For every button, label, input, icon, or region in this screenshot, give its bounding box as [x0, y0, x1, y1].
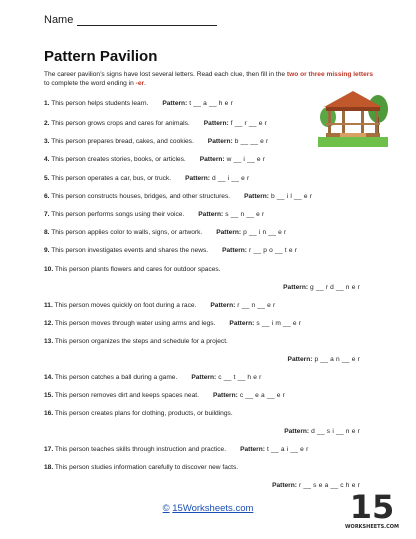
intro-text-1: The career pavilion’s signs have lost several letters. Read each clue, then fill in the	[44, 71, 287, 78]
intro-text-2: to complete the word ending in	[44, 80, 136, 88]
question-clue: This person teaches skills through instruction and practice.	[54, 446, 227, 453]
pattern-label: Pattern:	[203, 120, 229, 127]
pattern-label: Pattern:	[287, 356, 313, 363]
question-number: 13.	[44, 338, 54, 345]
name-field	[44, 14, 217, 26]
pattern-line	[283, 284, 360, 291]
question-clue: This person moves quickly on foot during a race.	[54, 302, 197, 309]
pattern-blanks[interactable]: p __ a n __ e r	[314, 356, 360, 363]
question-number: 14.	[44, 374, 54, 381]
page-title: Pattern Pavilion	[44, 48, 158, 65]
pattern-label: Pattern:	[284, 428, 310, 435]
question-item	[44, 138, 268, 145]
question-number: 8.	[44, 229, 50, 236]
pattern-label: Pattern:	[216, 229, 242, 236]
question-clue: This person prepares bread, cakes, and cookies.	[51, 138, 194, 145]
pattern-blanks[interactable]: d __ i __ e r	[211, 175, 250, 182]
question-clue: This person catches a ball during a game.	[54, 374, 178, 381]
question-clue: This person removes dirt and keeps spaces neat.	[54, 392, 199, 399]
pattern-label: Pattern:	[210, 302, 236, 309]
question-item	[44, 247, 297, 254]
question-item	[44, 193, 312, 200]
pattern-blanks[interactable]: f __ r __ e r	[230, 120, 267, 127]
question-clue: This person constructs houses, bridges, and other structures.	[51, 193, 231, 200]
question-number: 9.	[44, 247, 50, 254]
question-number: 10.	[44, 266, 54, 273]
intro-ending: -er	[135, 80, 145, 88]
pattern-blanks[interactable]: p __ i n __ e r	[243, 229, 287, 236]
question-item	[44, 266, 221, 273]
question-number: 7.	[44, 211, 50, 218]
question-item	[44, 302, 275, 309]
question-number: 12.	[44, 320, 54, 327]
pattern-blanks[interactable]: d __ s i __ n e r	[311, 428, 360, 435]
question-clue: This person helps students learn.	[51, 100, 149, 107]
question-number: 16.	[44, 410, 54, 417]
pattern-line	[272, 482, 360, 489]
name-line[interactable]	[77, 15, 217, 26]
pattern-blanks[interactable]: w __ i __ e r	[226, 156, 266, 163]
question-item	[44, 410, 233, 417]
question-number: 11.	[44, 302, 53, 309]
pattern-blanks[interactable]: r __ p o __ t e r	[249, 247, 298, 254]
pattern-label: Pattern:	[283, 284, 309, 291]
question-clue: This person plants flowers and cares for outdoor spaces.	[54, 266, 221, 273]
question-clue: This person creates stories, books, or articles.	[51, 156, 186, 163]
pattern-blanks[interactable]: c __ e a __ e r	[239, 392, 286, 399]
question-clue: This person moves through water using arms and legs.	[54, 320, 216, 327]
site-logo	[345, 486, 399, 532]
footer-site-link[interactable]: 15Worksheets.com	[172, 503, 254, 514]
pattern-label: Pattern:	[222, 247, 248, 254]
question-item	[44, 392, 285, 399]
pattern-blanks[interactable]: s __ n __ e r	[225, 211, 265, 218]
question-number: 18.	[44, 464, 54, 471]
question-clue: This person performs songs using their voice.	[51, 211, 185, 218]
question-item	[44, 229, 286, 236]
pattern-blanks[interactable]: t __ a i __ e r	[266, 446, 309, 453]
question-number: 17.	[44, 446, 54, 453]
pattern-label: Pattern:	[199, 156, 225, 163]
question-item	[44, 175, 249, 182]
pattern-label: Pattern:	[240, 446, 265, 453]
pattern-label: Pattern:	[212, 392, 238, 399]
pattern-line	[284, 428, 360, 435]
pattern-label: Pattern:	[244, 193, 269, 200]
question-item	[44, 100, 233, 107]
question-clue: This person applies color to walls, signs, or artwork.	[51, 229, 203, 236]
question-item	[44, 320, 301, 327]
question-number: 4.	[44, 156, 50, 163]
instructions	[44, 70, 376, 89]
pattern-label: Pattern:	[191, 374, 217, 381]
pattern-label: Pattern:	[162, 100, 188, 107]
name-label: Name	[44, 14, 74, 26]
question-clue: This person studies information carefully to discover new facts.	[54, 464, 239, 471]
question-item	[44, 446, 308, 453]
question-number: 15.	[44, 392, 54, 399]
pattern-label: Pattern:	[229, 320, 255, 327]
question-clue: This person operates a car, bus, or truck.	[51, 175, 172, 182]
pattern-blanks[interactable]: g __ r d __ n e r	[310, 284, 360, 291]
pattern-label: Pattern:	[185, 175, 210, 182]
pattern-label: Pattern:	[207, 138, 233, 145]
logo-text: WORKSHEETS.COM	[345, 524, 399, 530]
question-clue: This person creates plans for clothing, products, or buildings.	[54, 410, 233, 417]
question-item	[44, 156, 265, 163]
pavilion-illustration	[318, 87, 388, 147]
question-clue: This person investigates events and shares the news.	[51, 247, 209, 254]
question-clue: This person organizes the steps and schedule for a project.	[54, 338, 228, 345]
question-item	[44, 211, 264, 218]
pattern-blanks[interactable]: c __ t __ h e r	[218, 374, 262, 381]
question-number: 5.	[44, 175, 50, 182]
copyright-symbol: ©	[162, 503, 170, 514]
question-item	[44, 374, 262, 381]
logo-number: 15	[349, 488, 395, 526]
intro-bold: two or three missing letters	[286, 71, 373, 78]
pattern-label: Pattern:	[272, 482, 297, 489]
pattern-blanks[interactable]: r __ n __ e r	[237, 302, 276, 309]
pattern-blanks[interactable]: t __ a __ h e r	[189, 100, 233, 107]
question-number: 1.	[44, 100, 50, 107]
question-clue: This person grows crops and cares for animals.	[51, 120, 190, 127]
question-item	[44, 464, 238, 471]
intro-text-3: .	[144, 80, 146, 88]
pattern-blanks[interactable]: r __ s e a __ c h e r	[298, 482, 360, 489]
question-item	[44, 338, 228, 345]
pattern-blanks[interactable]: b __ i l __ e r	[271, 193, 313, 200]
question-number: 6.	[44, 193, 50, 200]
pattern-line	[288, 356, 360, 363]
pattern-label: Pattern:	[198, 211, 224, 218]
question-item	[44, 120, 267, 127]
pattern-blanks[interactable]: b __ __ e r	[234, 138, 269, 145]
question-number: 2.	[44, 120, 50, 127]
pattern-blanks[interactable]: s __ i m __ e r	[256, 320, 302, 327]
question-number: 3.	[44, 138, 50, 145]
